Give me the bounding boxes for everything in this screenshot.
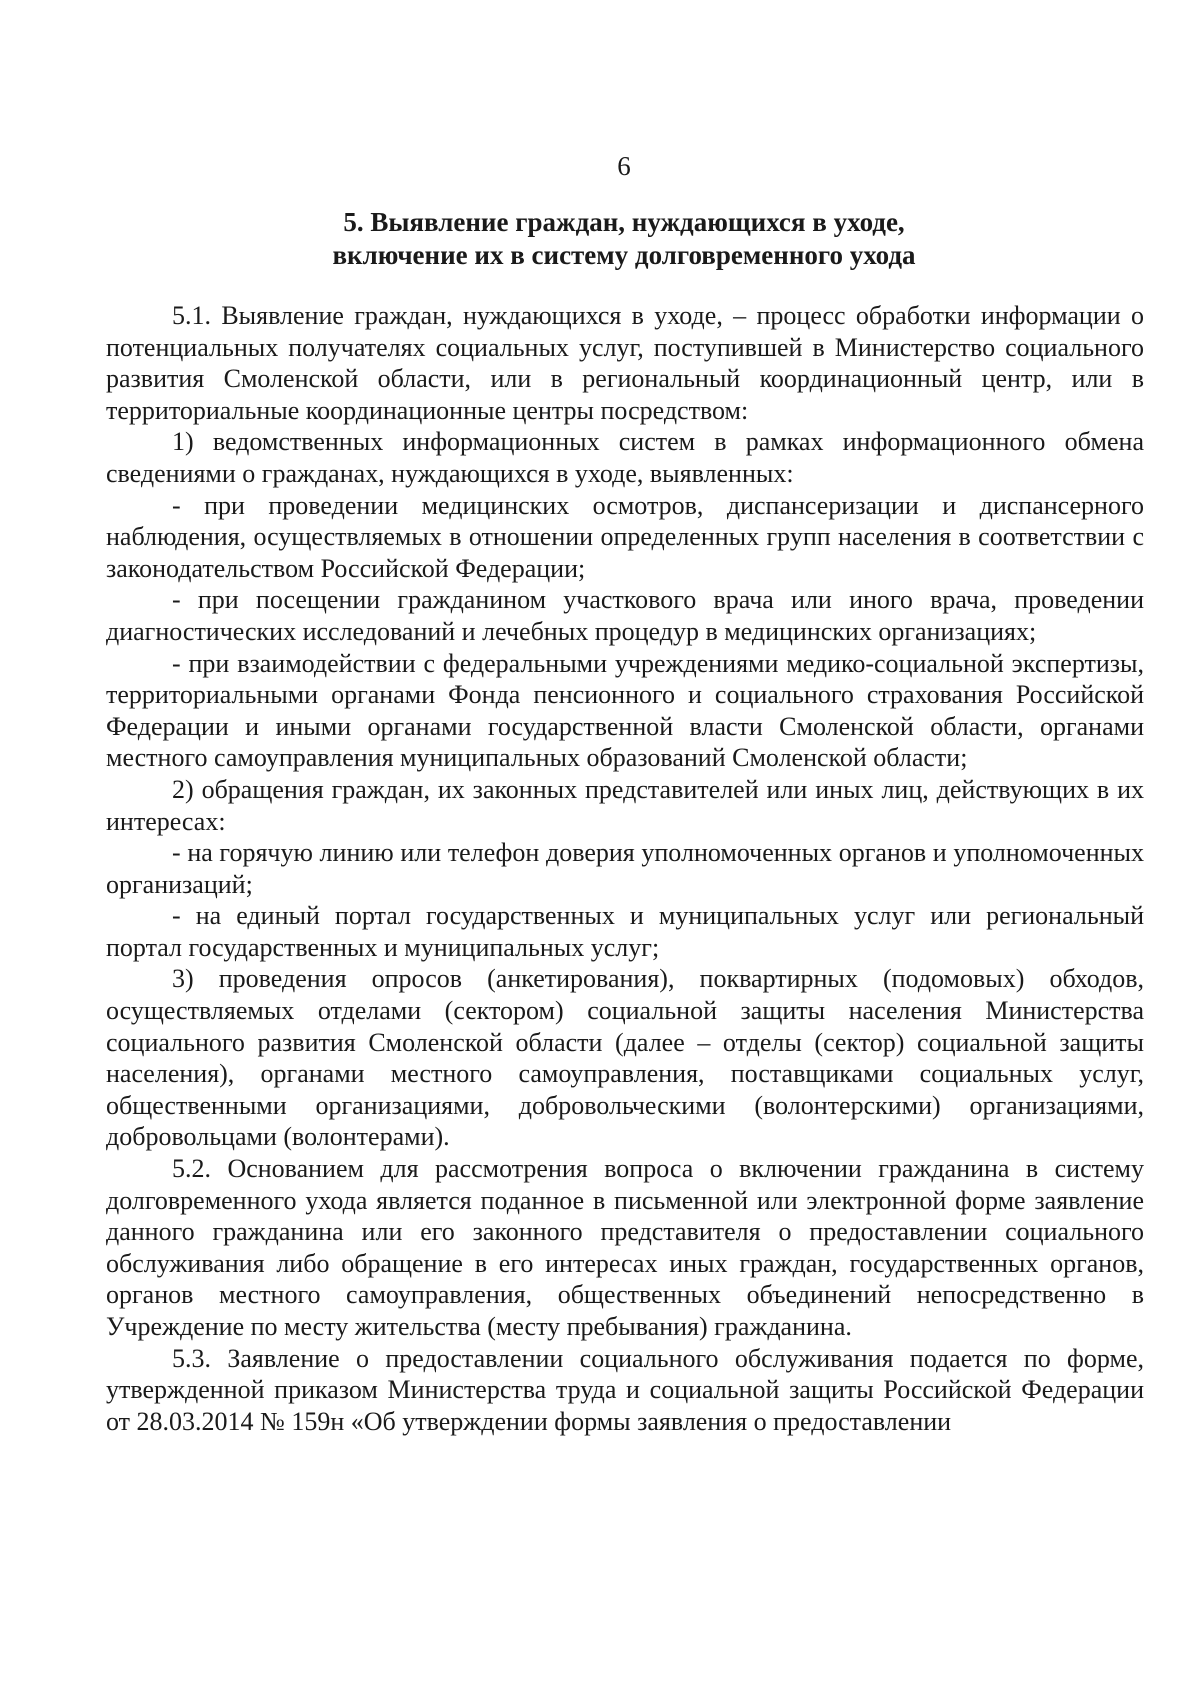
section-heading-line-2: включение их в систему долговременного ухода (332, 240, 916, 270)
section-heading-line-1: 5. Выявление граждан, нуждающихся в уходе, (343, 207, 905, 237)
document-body (106, 300, 1144, 1437)
paragraph-5-1: 5.1. Выявление граждан, нуждающихся в уходе, – процесс обработки информации о потенциальных получателях социальных услуг, поступившей в Министерство социального развития Смоленской области, или в региональный координационный центр, или в территориальные координационные центры посредством: (106, 301, 1144, 425)
page-number: 6 (617, 151, 631, 181)
paragraph-item-2: 2) обращения граждан, их законных представителей или иных лиц, действующих в их интересах: (106, 774, 1144, 836)
paragraph-subitem-portal: - на единый портал государственных и муниципальных услуг или региональный портал государственных и муниципальных услуг; (106, 901, 1144, 962)
paragraph-5-2: 5.2. Основанием для рассмотрения вопроса о включении гражданина в систему долговременного ухода является поданное в письменной или электронной форме заявление данного гражданина или его законного представителя о предоставлении социального обслуживания либо обращение в его интересах иных граждан, государственных органов, органов местного самоуправления, общественных объединений непосредственно в Учреждение по месту жительства (месту пребывания) гражданина. (106, 1154, 1144, 1341)
paragraph-subitem-interaction: - при взаимодействии с федеральными учреждениями медико-социальной экспертизы, территориальными органами Фонда пенсионного и социального страхования Российской Федерации и иными органами государственной власти Смоленской области, органами местного самоуправления муниципальных образований Смоленской области; (106, 648, 1144, 773)
paragraph-subitem-medical-exams: - при проведении медицинских осмотров, диспансеризации и диспансерного наблюдения, осуществляемых в отношении определенных групп населения в соответствии с законодательством Российской Федерации; (106, 490, 1144, 583)
paragraph-item-3: 3) проведения опросов (анкетирования), поквартирных (подомовых) обходов, осуществляемых отделами (сектором) социальной защиты населения Министерства социального развития Смоленской области (далее – отделы (сектор) социальной защиты населения), органами местного самоуправления, поставщиками социальных услуг, общественными организациями, добровольческими (волонтерскими) организациями, добровольцами (волонтерами). (106, 964, 1144, 1152)
section-heading (0, 206, 1200, 272)
paragraph-subitem-doctor-visit: - при посещении гражданином участкового врача или иного врача, проведении диагностических исследований и лечебных процедур в медицинских организациях; (106, 585, 1144, 646)
paragraph-item-1: 1) ведомственных информационных систем в рамках информационного обмена сведениями о гражданах, нуждающихся в уходе, выявленных: (106, 427, 1144, 488)
paragraph-subitem-hotline: - на горячую линию или телефон доверия уполномоченных органов и уполномоченных организаций; (106, 838, 1144, 899)
paragraph-5-3: 5.3. Заявление о предоставлении социального обслуживания подается по форме, утвержденной приказом Министерства труда и социальной защиты Российской Федерации от 28.03.2014 № 159н «Об утверждении формы заявления о предоставлении (106, 1343, 1144, 1436)
